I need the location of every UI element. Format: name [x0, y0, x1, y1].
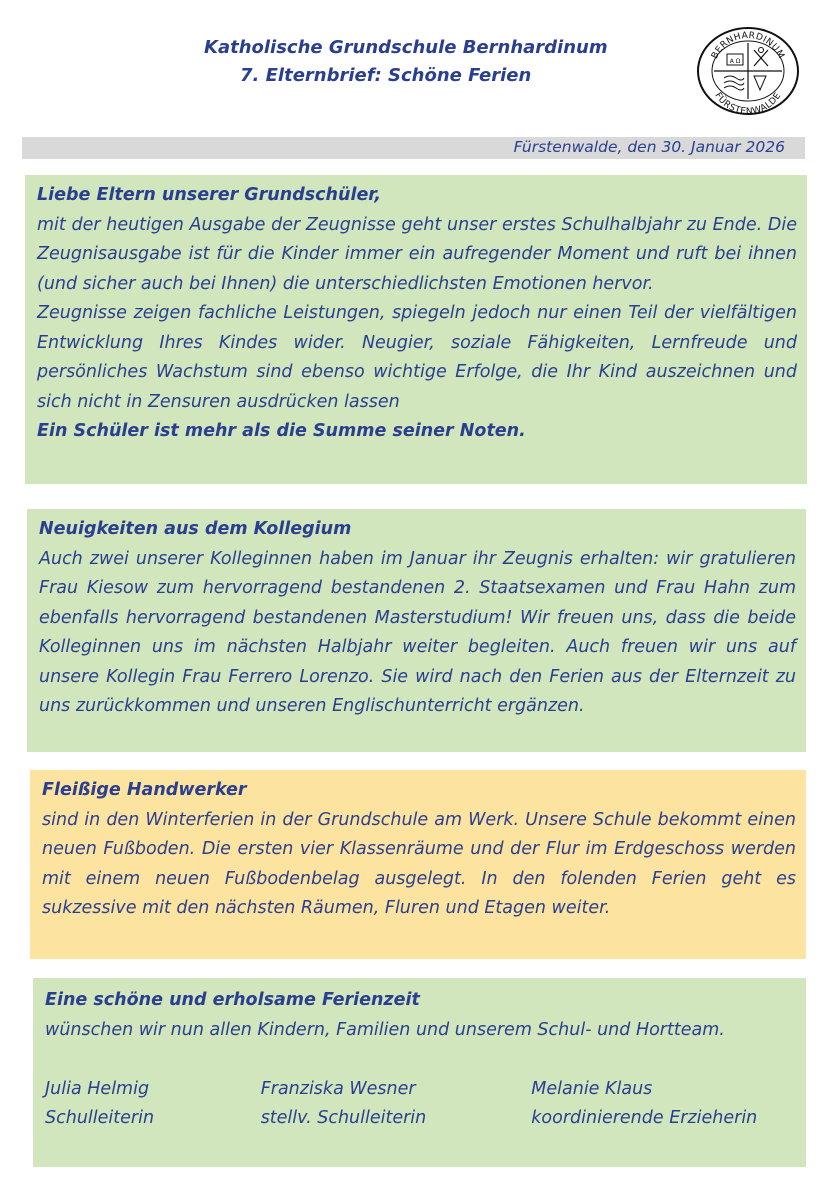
signature-name: Julia Helmig: [45, 1078, 150, 1099]
greeting-section: [25, 175, 807, 484]
signature-role: Schulleiterin: [45, 1107, 155, 1128]
construction-body: sind in den Winterferien in der Grundschule am Werk. Unsere Schule bekommt einen neuen Fußboden. Die ersten vier Klassenräume und der Flur im Erdgeschoss werden mit einem neuen Fußbodenbelag ausgelegt. In den folenden Ferien geht es sukzessive mit den nächsten Räumen, Fluren und Etagen weiter.: [42, 809, 796, 918]
signature-3: [531, 1075, 796, 1133]
signature-role: stellv. Schulleiterin: [260, 1107, 427, 1128]
svg-text:BERNHARDINUM: BERNHARDINUM: [710, 30, 786, 61]
school-name: Katholische Grundschule Bernhardinum: [204, 37, 608, 58]
letter-header: [204, 34, 634, 90]
signature-name: Franziska Wesner: [260, 1078, 416, 1099]
signature-block: [45, 1075, 796, 1133]
school-seal-logo: [696, 26, 800, 116]
greeting-paragraph-2: Zeugnisse zeigen fachliche Leistungen, spiegeln jedoch nur einen Teil der vielfältigen Entwicklung Ihres Kindes wider. Neugier, soziale Fähigkeiten, Lernfreude und persönliches Wachstum sind ebenso wichtige Erfolge, die Ihr Kind auszeichnen und sich nicht in Zensuren ausdrücken lassen: [37, 303, 797, 412]
letter-title: 7. Elternbrief: Schöne Ferien: [240, 65, 532, 86]
greeting-heading: Liebe Eltern unserer Grundschüler,: [37, 185, 382, 205]
holiday-wishes-heading: Eine schöne und erholsame Ferienzeit: [45, 990, 420, 1010]
signature-name: Melanie Klaus: [531, 1078, 653, 1099]
signature-2: [261, 1075, 532, 1133]
holiday-wishes-body: wünschen wir nun allen Kindern, Familien und unserem Schul- und Hortteam.: [45, 1019, 725, 1040]
date-line: Fürstenwalde, den 30. Januar 2026: [513, 138, 785, 156]
greeting-highlight: Ein Schüler ist mehr als die Summe seiner Noten.: [37, 421, 526, 441]
signature-1: [45, 1075, 261, 1133]
staff-news-section: [27, 509, 806, 752]
construction-section: [30, 770, 806, 959]
construction-heading: Fleißige Handwerker: [42, 780, 247, 800]
svg-text:FÜRSTENWALDE: FÜRSTENWALDE: [712, 90, 784, 116]
greeting-paragraph-1: mit der heutigen Ausgabe der Zeugnisse geht unser erstes Schulhalbjahr zu Ende. Die Zeugnisausgabe ist für die Kinder immer ein aufregender Moment und ruft bei ihnen (und sicher auch bei Ihnen) die unterschiedlichsten Emotionen hervor.: [37, 214, 797, 294]
date-bar: [22, 137, 805, 159]
svg-text:A Ω: A Ω: [729, 58, 741, 65]
holiday-wishes-section: [33, 978, 806, 1167]
staff-news-heading: Neuigkeiten aus dem Kollegium: [39, 519, 352, 539]
signature-role: koordinierende Erzieherin: [531, 1107, 758, 1128]
staff-news-body: Auch zwei unserer Kolleginnen haben im Januar ihr Zeugnis erhalten: wir gratulieren Frau Kiesow zum hervorragend bestandenen 2. Staatsexamen und Frau Hahn zum ebenfalls hervorragend bestandenen Masterstudium! Wir freuen uns, dass die beide Kolleginnen uns im nächsten Halbjahr weiter begleiten. Auch freuen wir uns auf unsere Kollegin Frau Ferrero Lorenzo. Sie wird nach den Ferien aus der Elternzeit zu uns zurückkommen und unseren Englischunterricht ergänzen.: [39, 548, 796, 716]
